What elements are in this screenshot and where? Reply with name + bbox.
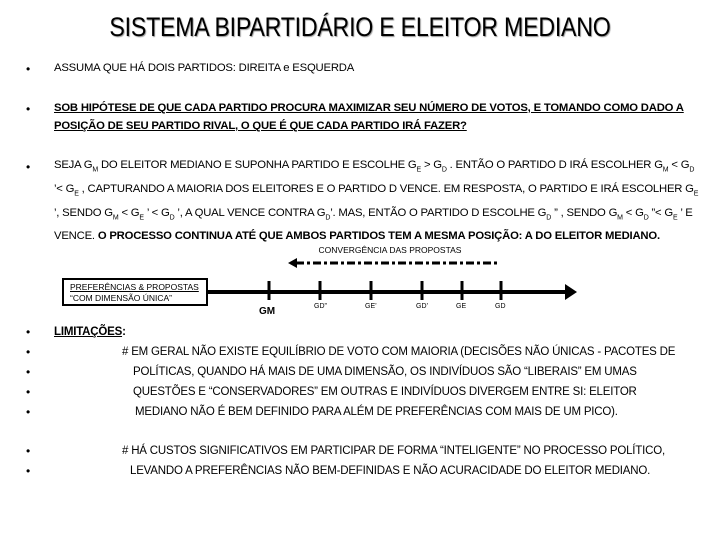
bullet: •: [26, 345, 31, 359]
box-title: PREFERÊNCIAS & PROPOSTAS: [70, 282, 199, 292]
limitation-line: POLÍTICAS, QUANDO HÁ MAIS DE UMA DIMENSÃO, OS INDIVÍDUOS SÃO “LIBERAIS” EM UMAS: [133, 366, 637, 378]
limitations-heading: LIMITAÇÕES:: [54, 326, 126, 338]
bullet: •: [26, 365, 31, 379]
limitation-line: # HÁ CUSTOS SIGNIFICATIVOS EM PARTICIPAR DE FORMA “INTELIGENTE” NO PROCESSO POLÍTICO,: [122, 445, 665, 457]
tick-label: GD”: [314, 303, 327, 310]
bullet: •: [26, 444, 31, 458]
limitation-line: LEVANDO A PREFERÊNCIAS NÃO BEM-DEFINIDAS E NÃO ACURACIDADE DO ELEITOR MEDIANO.: [130, 465, 651, 477]
bullet-text-3: SEJA $G_M$ DO ELEITOR MEDIANO E SUPONHA PARTIDO E ESCOLHE $G_E > G_D$ . ENTÃO O PARTIDO D IRÁ ESCOLHER $G_M < G_D$ ’< $G_E$ , CAPTURANDO A MAIORIA DOS ELEITORES E O PARTIDO D VENCE. EM RESPOSTA, O PARTIDO E IRÁ ESCOLHER $G_E$ ’, SENDO $G_M < G_E$ ’ < $G_D$ ’, A QUAL VENCE CONTRA $G_D$’. MAS, ENTÃO O PARTIDO D ESCOLHE $G_D$ ” , SENDO $G_M < G_D$ ”< $G_E$ ’ E VENCE. O PROCESSO CONTINUA ATÉ QUE AMBOS PARTIDOS TEM A MESMA POSIÇÃO: A DO ELEITOR MEDIANO.: [54, 159, 699, 243]
limitation-line: MEDIANO NÃO É BEM DEFINIDO PARA ALÉM DE PREFERÊNCIAS COM MAIS DE UM PICO).: [135, 406, 618, 418]
limitation-line: QUESTÕES E “CONSERVADORES” EM OUTRAS E INDIVÍDUOS DIVERGEM ENTRE SI: ELEITOR: [133, 386, 637, 398]
bullet: •: [26, 405, 31, 419]
bullet: •: [26, 102, 31, 116]
limitation-line: # EM GERAL NÃO EXISTE EQUILÍBRIO DE VOTO COM MAIORIA (DECISÕES NÃO ÚNICAS - PACOTES DE: [122, 346, 676, 358]
tick-label: GD: [495, 303, 506, 310]
box-subtitle: “COM DIMENSÃO ÚNICA”: [70, 293, 172, 303]
tick-label: GM: [259, 306, 276, 317]
slide-title: SISTEMA BIPARTIDÁRIO E ELEITOR MEDIANO: [109, 12, 611, 42]
bullet: •: [26, 464, 31, 478]
bullet-text-1: ASSUMA QUE HÁ DOIS PARTIDOS: DIREITA e ESQUERDA: [54, 62, 355, 74]
axis-arrow-head: [565, 284, 577, 300]
bullet-text-2: SOB HIPÓTESE DE QUE CADA PARTIDO PROCURA MAXIMIZAR SEU NÚMERO DE VOTOS, E TOMANDO COMO DADO A POSIÇÃO DE SEU PARTIDO RIVAL, O QUE É QUE CADA PARTIDO IRÁ FAZER?: [54, 102, 684, 132]
tick-label: GD’: [416, 303, 429, 310]
convergence-label: CONVERGÊNCIA DAS PROPOSTAS: [318, 245, 462, 255]
bullet: •: [26, 160, 31, 174]
bullet: •: [26, 62, 31, 76]
bullet: •: [26, 325, 31, 339]
preferences-box: [62, 278, 208, 306]
tick-label: GE: [456, 303, 467, 310]
tick-label: GE’: [365, 303, 377, 310]
convergence-arrow-head: [288, 258, 297, 268]
bullet: •: [26, 385, 31, 399]
